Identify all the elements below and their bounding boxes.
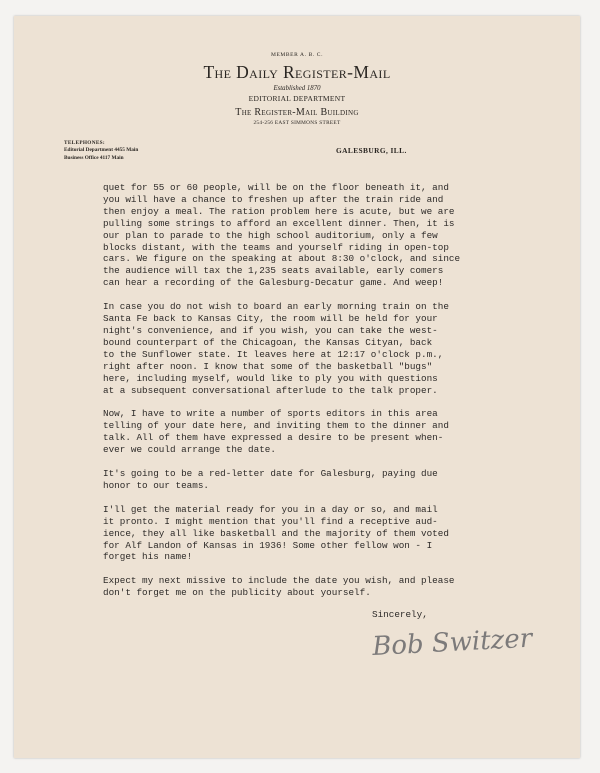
body-line: blocks distant, with the teams and yourself riding in open-top — [103, 241, 449, 253]
body-paragraph — [103, 408, 563, 456]
established-line: Established 1870 — [273, 85, 321, 92]
body-line: then enjoy a meal. The ration problem here is acute, but we are — [103, 205, 455, 217]
body-line: Expect my next missive to include the date you wish, and please — [103, 575, 455, 587]
telephone-business: Business Office 4117 Main — [64, 154, 124, 161]
body-line: you will have a chance to freshen up after the train ride and — [103, 193, 444, 205]
member-line: MEMBER A. B. C. — [270, 52, 324, 58]
body-paragraph — [103, 301, 563, 396]
telephones-heading: TELEPHONES: — [64, 140, 105, 146]
telephones-block — [64, 140, 138, 162]
signature — [368, 614, 568, 664]
body-line: In case you do not wish to board an early morning train on the — [103, 301, 449, 313]
building-line: The Register-Mail Building — [235, 107, 359, 118]
closing: Sincerely, — [372, 609, 428, 620]
body-line: honor to our teams. — [103, 479, 210, 491]
body-line: our plan to parade to the high school auditorium, only a few — [103, 229, 438, 241]
body-line: right after noon. I know that some of the basketball "bugs" — [103, 360, 433, 372]
body-line: don't forget me on the publicity about yourself. — [103, 587, 371, 599]
body-line: night's convenience, and if you wish, you can take the west- — [103, 324, 438, 336]
letter-body — [103, 182, 563, 611]
body-line: pulling some strings to afford an excellent dinner. Then, it is — [103, 217, 455, 229]
body-line: cars. We figure on the speaking at about 8:30 o'clock, and since — [103, 253, 461, 265]
body-line: for Alf Landon of Kansas in 1936! Some other fellow won - I — [103, 539, 433, 551]
body-paragraph — [103, 468, 563, 492]
body-line: it pronto. I might mention that you'll find a receptive aud- — [103, 515, 438, 527]
city-line: GALESBURG, ILL. — [336, 146, 407, 155]
body-line: quet for 55 or 60 people, will be on the floor beneath it, and — [103, 182, 449, 193]
body-paragraph — [103, 182, 563, 289]
letter-page — [14, 16, 580, 758]
body-line: Santa Fe back to Kansas City, the room will be held for your — [103, 313, 438, 325]
body-line: can hear a recording of the Galesburg-Decatur game. And weep! — [103, 277, 444, 289]
body-line: ience, they all like basketball and the majority of them voted — [103, 527, 449, 539]
body-line: to the Sunflower state. It leaves here at 12:17 o'clock p.m., — [103, 348, 444, 360]
body-line: Now, I have to write a number of sports editors in this area — [103, 408, 438, 420]
body-line: here, including myself, would like to ply you with questions — [103, 372, 438, 384]
body-line: the audience will tax the 1,235 seats available, early comers — [103, 265, 444, 277]
body-line: forget his name! — [103, 551, 193, 563]
body-paragraph — [103, 504, 563, 564]
body-line: It's going to be a red-letter date for Galesburg, paying due — [103, 468, 438, 480]
signature-text: Bob Switzer — [371, 623, 533, 662]
body-line: bound counterpart of the Chicagoan, the Kansas Cityan, back — [103, 336, 433, 348]
body-line: at a subsequent conversational afterlude to the talk proper. — [103, 384, 438, 396]
body-line: telling of your date here, and inviting them to the dinner and — [103, 420, 449, 432]
body-line: ever we could arrange the date. — [103, 444, 276, 456]
body-line: I'll get the material ready for you in a day or so, and mail — [103, 503, 438, 515]
telephone-editorial: Editorial Department 4455 Main — [64, 147, 139, 154]
body-paragraph — [103, 575, 563, 599]
body-line: talk. All of them have expressed a desire to be present when- — [103, 432, 444, 444]
street-line: 254-256 EAST SIMMONS STREET — [253, 120, 341, 126]
newspaper-title: The Daily Register-Mail — [203, 62, 391, 82]
department-line: EDITORIAL DEPARTMENT — [248, 94, 346, 103]
